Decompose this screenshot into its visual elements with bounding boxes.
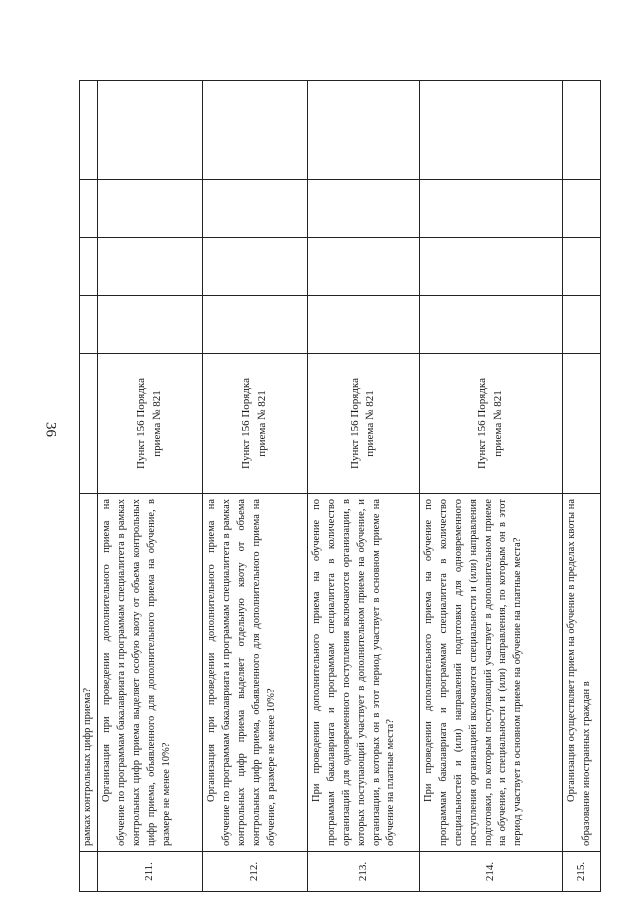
- empty-cell: [419, 180, 562, 238]
- empty-cell: [419, 296, 562, 354]
- empty-cell: [80, 238, 98, 296]
- empty-cell: [307, 296, 419, 354]
- table-row-continuation: [80, 81, 98, 892]
- checklist-table: [79, 80, 601, 892]
- row-number-cell: 211.: [97, 852, 202, 892]
- table-row: [97, 81, 202, 892]
- question-text: При проведении дополнительного приема на обучение по программам бакалавриата и программам специалитета в количество организаций для одновременного поступления включаются организации, в которых поступающий участвует в дополнительном приеме на обучение, и организации, в которых он в этот период участвует в основном приеме на обучение на платные места?: [310, 499, 397, 846]
- empty-cell: [202, 296, 307, 354]
- table-row: [202, 81, 307, 892]
- question-cell: [307, 494, 419, 852]
- question-cell: [419, 494, 562, 852]
- page-number: 36: [42, 422, 59, 437]
- empty-cell: [97, 81, 202, 180]
- question-cell: [202, 494, 307, 852]
- table-row: [419, 81, 562, 892]
- empty-cell: [562, 180, 600, 238]
- question-cell: рамках контрольных цифр приема?: [80, 494, 98, 852]
- question-text: Организация при проведении дополнительного приема на обучение по программам бакалавриата и программам специалитета в рамках контрольных цифр приема выделяет отдельную квоту от объема контрольных цифр приема, объявленного для дополнительного приема на обучение, в размере не менее 10%?: [205, 499, 277, 846]
- empty-cell: [562, 238, 600, 296]
- reference-cell: Пункт 156 Порядка приема № 821: [202, 354, 307, 494]
- question-cell: [97, 494, 202, 852]
- empty-cell: [202, 238, 307, 296]
- empty-cell: [97, 180, 202, 238]
- empty-cell: [419, 238, 562, 296]
- reference-cell: [562, 354, 600, 494]
- empty-cell: [80, 180, 98, 238]
- checklist-table-wrapper: [79, 80, 597, 892]
- reference-cell: [80, 354, 98, 494]
- empty-cell: [80, 81, 98, 180]
- empty-cell: [80, 296, 98, 354]
- empty-cell: [97, 296, 202, 354]
- empty-cell: [307, 81, 419, 180]
- empty-cell: [419, 81, 562, 180]
- empty-cell: [307, 180, 419, 238]
- row-number-cell: [80, 852, 98, 892]
- row-number-cell: 214.: [419, 852, 562, 892]
- table-row: [562, 81, 600, 892]
- empty-cell: [562, 81, 600, 180]
- row-number-cell: 212.: [202, 852, 307, 892]
- reference-cell: Пункт 156 Порядка приема № 821: [419, 354, 562, 494]
- question-text: При проведении дополнительного приема на обучение по программам бакалавриата и программам специалитета в количество специальностей и (или) направлений подготовки для одновременного поступления организацией включаются специальности и (или) направления подготовки, по которым поступающий участвует в дополнительном приеме на обучение, и специальности и (или) направления, по которым он в этот период участвует в основном приеме на обучение на платные места?: [422, 499, 524, 846]
- empty-cell: [562, 296, 600, 354]
- row-number-cell: 215.: [562, 852, 600, 892]
- question-text: Организация при проведении дополнительного приема на обучение по программам бакалавриата и программам специалитета в рамках контрольных цифр приема выделяет особую квоту от объема контрольных цифр приема, объявленного для дополнительного приема на обучение, в размере не менее 10%?: [100, 499, 172, 846]
- table-row: [307, 81, 419, 892]
- empty-cell: [202, 81, 307, 180]
- empty-cell: [202, 180, 307, 238]
- row-number-cell: 213.: [307, 852, 419, 892]
- empty-cell: [307, 238, 419, 296]
- question-cell: [562, 494, 600, 852]
- reference-cell: Пункт 156 Порядка приема № 821: [307, 354, 419, 494]
- question-text: Организация осуществляет прием на обучение в пределах квоты на образование иностранных граждан в: [565, 499, 592, 846]
- reference-cell: Пункт 156 Порядка приема № 821: [97, 354, 202, 494]
- empty-cell: [97, 238, 202, 296]
